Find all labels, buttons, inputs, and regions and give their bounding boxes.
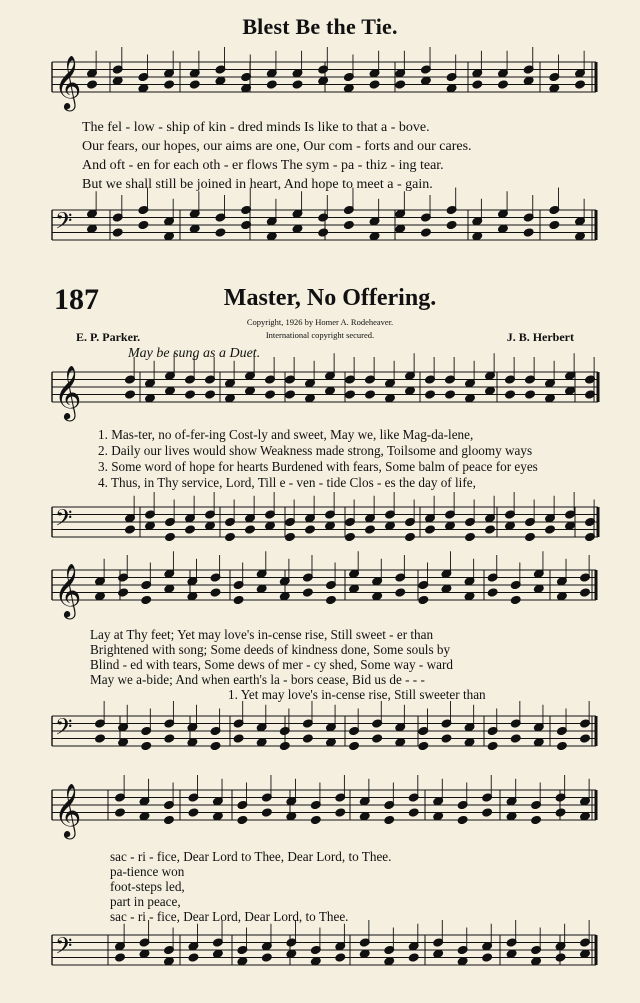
author-credit: E. P. Parker. [76, 330, 141, 344]
system3-refrain: sac - ri - fice, Dear Lord, Dear Lord, to Thee. [110, 909, 349, 924]
hymn-top-verse-3: And oft - en for each oth - er flows The sym - pa - thiz - ing tear. [82, 158, 444, 173]
hymn-top-verse-1: The fel - low - ship of kin - dred minds Is like to that a - bove. [82, 120, 430, 135]
system2-verse-4: May we a-bide; And when earth's la - bors cease, Bid us de - - - [90, 672, 425, 687]
svg-text:𝄢: 𝄢 [55, 208, 73, 240]
svg-text:𝄞: 𝄞 [54, 563, 82, 617]
hymn-top-title: Blest Be the Tie. [242, 14, 398, 39]
system1-verse-1: 1. Mas-ter, no of-fer-ing Cost-ly and sweet, May we, like Mag-da-lene, [98, 427, 474, 442]
svg-text:𝄢: 𝄢 [55, 714, 73, 746]
composer-credit: J. B. Herbert [506, 330, 574, 344]
system3-verse-3: foot-steps led, [110, 879, 185, 894]
svg-text:𝄞: 𝄞 [54, 365, 82, 419]
copyright-line-1: Copyright, 1926 by Homer A. Rodeheaver. [246, 317, 394, 327]
system1-verse-4: 4. Thus, in Thy service, Lord, Till e - ven - tide Clos - es the day of life, [98, 475, 476, 490]
svg-text:𝄢: 𝄢 [55, 505, 73, 537]
hymn-number: 187 [54, 283, 99, 316]
system2-verse-2: Brightened with song; Some deeds of kindness done, Some souls by [90, 642, 451, 657]
hymn-top-verse-2: Our fears, our hopes, our aims are one, Our com - forts and our cares. [82, 139, 472, 154]
system2-verse-3: Blind - ed with tears, Some dews of mer - cy shed, Some way - ward [90, 657, 453, 672]
system1-verse-2: 2. Daily our lives would show Weakness made strong, Toilsome and gloomy ways [98, 443, 533, 458]
svg-text:𝄢: 𝄢 [55, 933, 73, 965]
hymn-title: Master, No Offering. [223, 285, 437, 311]
system2-refrain: 1. Yet may love's in-cense rise, Still sweeter than [228, 687, 486, 702]
system3-verse-1: sac - ri - fice, Dear Lord to Thee, Dear Lord, to Thee. [110, 849, 392, 864]
system2-verse-1: Lay at Thy feet; Yet may love's in-cense rise, Still sweet - er than [90, 627, 434, 642]
system1-verse-3: 3. Some word of hope for hearts Burdened with fears, Some balm of peace for eyes [98, 459, 538, 474]
system3-verse-4: part in peace, [110, 894, 181, 909]
tempo-note: May be sung as a Duet. [128, 346, 261, 361]
svg-text:𝄞: 𝄞 [54, 55, 82, 109]
system3-verse-2: pa-tience won [110, 864, 185, 879]
svg-text:𝄞: 𝄞 [54, 783, 82, 837]
hymn-top-verse-4: But we shall still be joined in heart, And hope to meet a - gain. [82, 177, 433, 192]
copyright-line-2: International copyright secured. [265, 330, 375, 340]
